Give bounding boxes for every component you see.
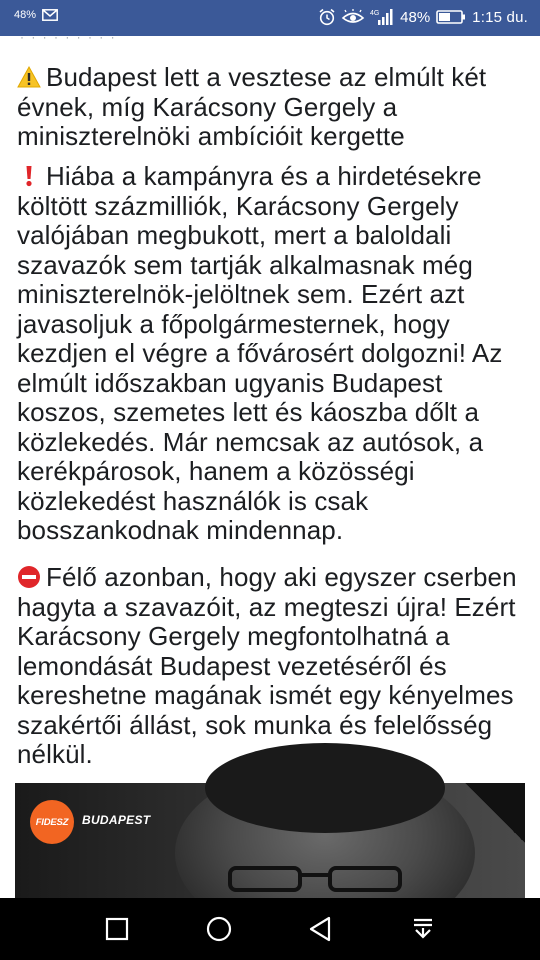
signal-icon <box>370 8 394 26</box>
status-left-text: 48% <box>14 9 37 21</box>
back-icon[interactable] <box>307 915 335 943</box>
paragraph-3-text: Félő azonban, hogy aki egyszer cserben hagyta a szavazóit, az megteszi újra! Ezért Karácsony Gergely megfontolhatná a lemondását Budapest vezetéséről és kereshetne magának ismét egy kényelmes szakértői állást, sok munka és felelősség nélkül. <box>17 562 517 769</box>
post-image[interactable] <box>15 783 525 903</box>
network-type-label: 4G <box>370 10 380 17</box>
warning-icon <box>17 65 41 89</box>
fidesz-logo: FIDESZ <box>30 800 74 844</box>
fidesz-logo-subtitle: BUDAPEST <box>82 813 151 827</box>
alarm-icon <box>318 8 336 26</box>
status-bar-left <box>14 9 58 21</box>
battery-percent: 48% <box>400 8 431 26</box>
previous-content-remnant: · · · · · · · · · <box>20 30 117 44</box>
paragraph-2-text: Hiába a kampányra és a hirdetésekre költött százmilliók, Karácsony Gergely valójában megbukott, mert a baloldali szavazók sem tartják alkalmasnak még miniszterelnök-jelöltnek sem. Ezért azt javasoljuk a főpolgármesternek, hogy kezdjen el végre a fővárosért dolgozni! Az elmúlt időszakban ugyanis Budapest koszos, szemetes lett és káoszba dőlt a közlekedés. Már nemcsak az autósok, a kerékpárosok, hanem a közösségi közlekedést használók is csak bosszankodnak mindennap. <box>17 161 503 545</box>
post-paragraph-2 <box>17 162 527 546</box>
status-bar-right <box>318 8 528 26</box>
photo-glasses <box>210 863 420 893</box>
no-entry-icon <box>17 565 41 589</box>
battery-icon <box>436 10 466 24</box>
exclamation-icon <box>17 164 41 188</box>
recent-apps-icon[interactable] <box>103 915 131 943</box>
notification-pulldown-icon[interactable] <box>409 915 437 943</box>
gmail-icon <box>42 9 58 21</box>
navigation-bar <box>0 898 540 960</box>
post-content <box>0 30 540 898</box>
paragraph-1-text: Budapest lett a vesztese az elmúlt két évnek, míg Karácsony Gergely a miniszterelnöki ambícióit kergette <box>17 62 487 151</box>
clock: 1:15 du. <box>472 8 528 26</box>
post-paragraph-1 <box>17 63 527 152</box>
home-icon[interactable] <box>205 915 233 943</box>
eye-comfort-icon <box>342 9 364 25</box>
post-paragraph-3 <box>17 563 527 770</box>
